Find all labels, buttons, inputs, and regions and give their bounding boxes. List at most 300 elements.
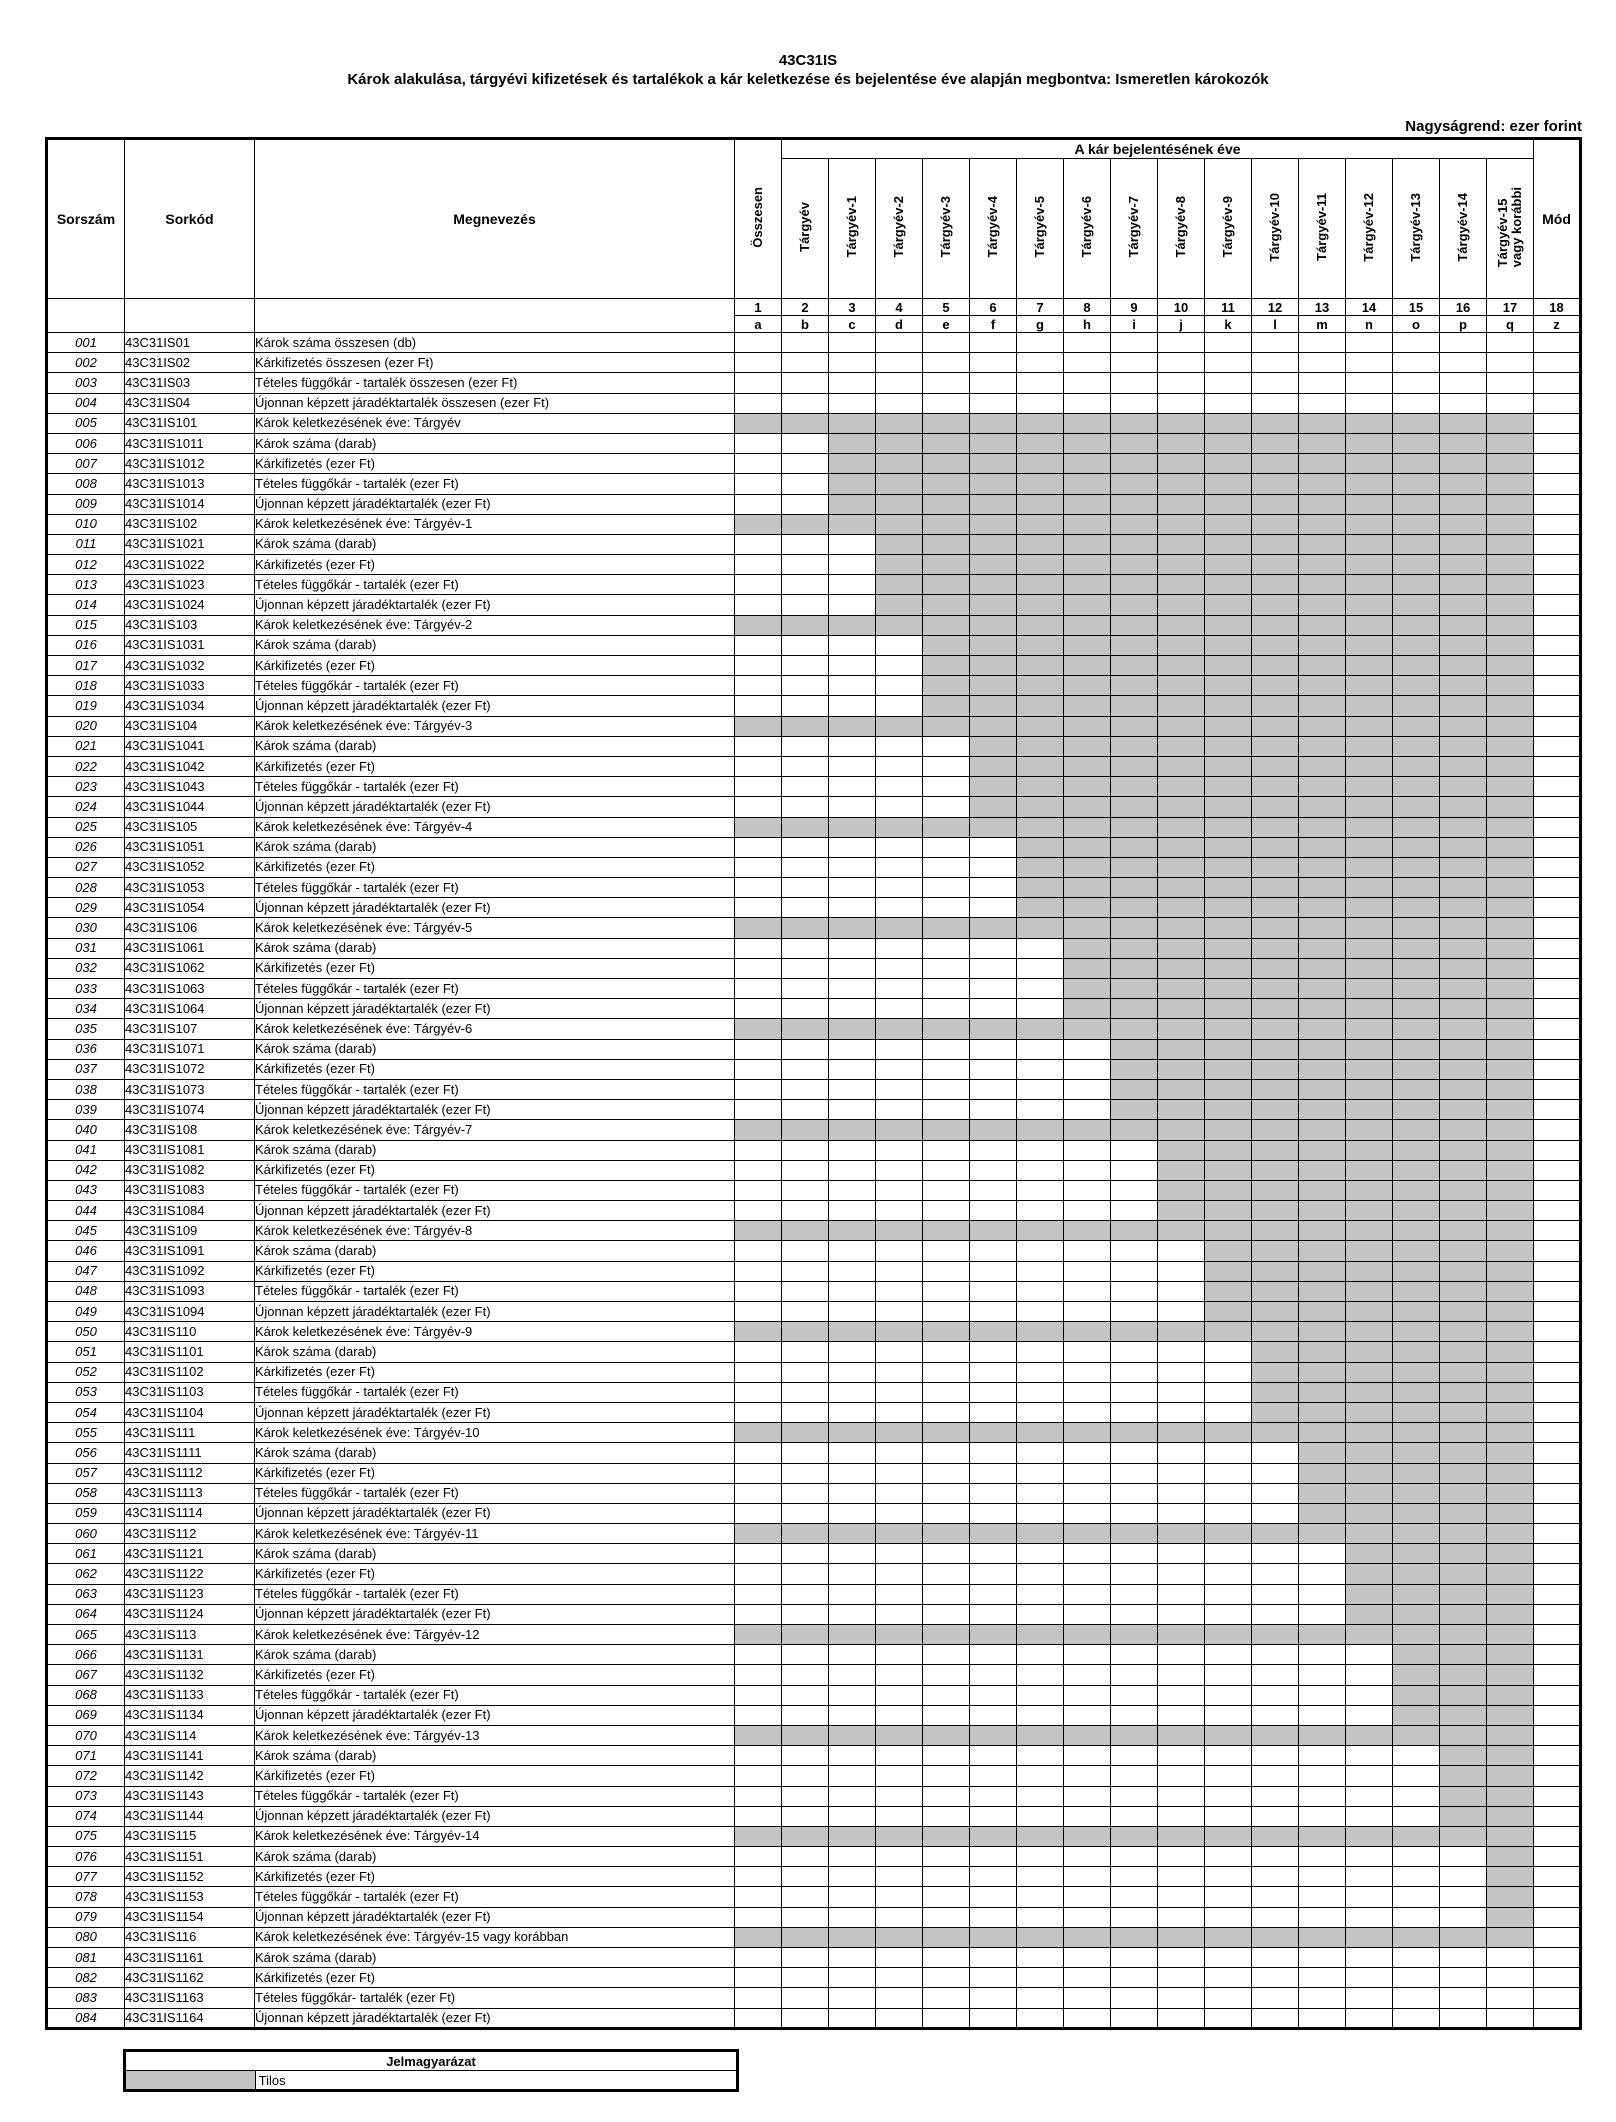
input-cell[interactable]	[1064, 1988, 1111, 2008]
input-cell[interactable]	[1534, 575, 1581, 595]
input-cell[interactable]	[782, 837, 829, 857]
input-cell[interactable]	[829, 595, 876, 615]
input-cell[interactable]	[923, 1261, 970, 1281]
input-cell[interactable]	[829, 1806, 876, 1826]
input-cell[interactable]	[1534, 454, 1581, 474]
input-cell[interactable]	[1252, 1564, 1299, 1584]
input-cell[interactable]	[1534, 938, 1581, 958]
input-cell[interactable]	[1299, 1847, 1346, 1867]
input-cell[interactable]	[1064, 333, 1111, 353]
input-cell[interactable]	[1017, 1443, 1064, 1463]
input-cell[interactable]	[829, 1887, 876, 1907]
input-cell[interactable]	[1299, 1968, 1346, 1988]
input-cell[interactable]	[829, 1342, 876, 1362]
input-cell[interactable]	[1064, 1847, 1111, 1867]
input-cell[interactable]	[735, 857, 782, 877]
input-cell[interactable]	[782, 878, 829, 898]
input-cell[interactable]	[923, 958, 970, 978]
input-cell[interactable]	[923, 373, 970, 393]
input-cell[interactable]	[1299, 1786, 1346, 1806]
input-cell[interactable]	[1534, 958, 1581, 978]
input-cell[interactable]	[1017, 333, 1064, 353]
input-cell[interactable]	[1534, 1645, 1581, 1665]
input-cell[interactable]	[1064, 1160, 1111, 1180]
input-cell[interactable]	[923, 1887, 970, 1907]
input-cell[interactable]	[735, 1988, 782, 2008]
input-cell[interactable]	[782, 373, 829, 393]
input-cell[interactable]	[970, 999, 1017, 1019]
input-cell[interactable]	[1299, 1746, 1346, 1766]
input-cell[interactable]	[1346, 1847, 1393, 1867]
input-cell[interactable]	[876, 1685, 923, 1705]
input-cell[interactable]	[923, 938, 970, 958]
input-cell[interactable]	[735, 898, 782, 918]
input-cell[interactable]	[1017, 1039, 1064, 1059]
input-cell[interactable]	[1111, 1160, 1158, 1180]
input-cell[interactable]	[735, 696, 782, 716]
input-cell[interactable]	[1346, 1766, 1393, 1786]
input-cell[interactable]	[829, 1544, 876, 1564]
input-cell[interactable]	[1017, 1867, 1064, 1887]
input-cell[interactable]	[1064, 1948, 1111, 1968]
input-cell[interactable]	[1346, 353, 1393, 373]
input-cell[interactable]	[829, 1362, 876, 1382]
input-cell[interactable]	[923, 333, 970, 353]
input-cell[interactable]	[829, 676, 876, 696]
input-cell[interactable]	[1534, 716, 1581, 736]
input-cell[interactable]	[829, 1847, 876, 1867]
input-cell[interactable]	[1393, 1847, 1440, 1867]
input-cell[interactable]	[829, 736, 876, 756]
input-cell[interactable]	[970, 1382, 1017, 1402]
input-cell[interactable]	[1440, 1988, 1487, 2008]
input-cell[interactable]	[829, 1685, 876, 1705]
input-cell[interactable]	[923, 1483, 970, 1503]
input-cell[interactable]	[1158, 1362, 1205, 1382]
input-cell[interactable]	[923, 1059, 970, 1079]
input-cell[interactable]	[735, 1503, 782, 1523]
input-cell[interactable]	[1487, 1988, 1534, 2008]
input-cell[interactable]	[1017, 1564, 1064, 1584]
input-cell[interactable]	[1064, 373, 1111, 393]
input-cell[interactable]	[1064, 1483, 1111, 1503]
input-cell[interactable]	[876, 1342, 923, 1362]
input-cell[interactable]	[876, 1847, 923, 1867]
input-cell[interactable]	[1017, 1059, 1064, 1079]
input-cell[interactable]	[1252, 1544, 1299, 1564]
input-cell[interactable]	[1205, 1948, 1252, 1968]
input-cell[interactable]	[876, 393, 923, 413]
input-cell[interactable]	[923, 756, 970, 776]
input-cell[interactable]	[735, 454, 782, 474]
input-cell[interactable]	[1534, 1625, 1581, 1645]
input-cell[interactable]	[1252, 393, 1299, 413]
input-cell[interactable]	[876, 1968, 923, 1988]
input-cell[interactable]	[1534, 635, 1581, 655]
input-cell[interactable]	[829, 1968, 876, 1988]
input-cell[interactable]	[829, 333, 876, 353]
input-cell[interactable]	[923, 1079, 970, 1099]
input-cell[interactable]	[829, 837, 876, 857]
input-cell[interactable]	[1346, 1665, 1393, 1685]
input-cell[interactable]	[1111, 1402, 1158, 1422]
input-cell[interactable]	[735, 797, 782, 817]
input-cell[interactable]	[1064, 1443, 1111, 1463]
input-cell[interactable]	[923, 1988, 970, 2008]
input-cell[interactable]	[829, 1746, 876, 1766]
input-cell[interactable]	[782, 1968, 829, 1988]
input-cell[interactable]	[1534, 595, 1581, 615]
input-cell[interactable]	[1158, 1463, 1205, 1483]
input-cell[interactable]	[1534, 1685, 1581, 1705]
input-cell[interactable]	[782, 1645, 829, 1665]
input-cell[interactable]	[1252, 1443, 1299, 1463]
input-cell[interactable]	[1017, 1887, 1064, 1907]
input-cell[interactable]	[1064, 1039, 1111, 1059]
input-cell[interactable]	[1534, 1463, 1581, 1483]
input-cell[interactable]	[970, 1907, 1017, 1927]
input-cell[interactable]	[1111, 1685, 1158, 1705]
input-cell[interactable]	[735, 353, 782, 373]
input-cell[interactable]	[782, 1806, 829, 1826]
input-cell[interactable]	[782, 1140, 829, 1160]
input-cell[interactable]	[1111, 1604, 1158, 1624]
input-cell[interactable]	[1252, 1847, 1299, 1867]
input-cell[interactable]	[782, 857, 829, 877]
input-cell[interactable]	[1111, 1261, 1158, 1281]
input-cell[interactable]	[735, 656, 782, 676]
input-cell[interactable]	[829, 1180, 876, 1200]
input-cell[interactable]	[1393, 1806, 1440, 1826]
input-cell[interactable]	[970, 373, 1017, 393]
input-cell[interactable]	[876, 857, 923, 877]
input-cell[interactable]	[1534, 1039, 1581, 1059]
input-cell[interactable]	[1252, 333, 1299, 353]
input-cell[interactable]	[829, 1483, 876, 1503]
input-cell[interactable]	[1111, 333, 1158, 353]
input-cell[interactable]	[829, 2008, 876, 2028]
input-cell[interactable]	[1158, 1988, 1205, 2008]
input-cell[interactable]	[1534, 878, 1581, 898]
input-cell[interactable]	[1017, 1160, 1064, 1180]
input-cell[interactable]	[782, 595, 829, 615]
input-cell[interactable]	[782, 1503, 829, 1523]
input-cell[interactable]	[782, 1261, 829, 1281]
input-cell[interactable]	[1534, 1665, 1581, 1685]
input-cell[interactable]	[1064, 1342, 1111, 1362]
input-cell[interactable]	[1064, 1806, 1111, 1826]
input-cell[interactable]	[735, 1059, 782, 1079]
input-cell[interactable]	[1111, 1806, 1158, 1826]
input-cell[interactable]	[876, 1907, 923, 1927]
input-cell[interactable]	[1205, 1382, 1252, 1402]
input-cell[interactable]	[1487, 393, 1534, 413]
input-cell[interactable]	[876, 696, 923, 716]
input-cell[interactable]	[876, 1443, 923, 1463]
input-cell[interactable]	[1158, 1746, 1205, 1766]
input-cell[interactable]	[1158, 1645, 1205, 1665]
input-cell[interactable]	[1534, 656, 1581, 676]
input-cell[interactable]	[970, 1483, 1017, 1503]
input-cell[interactable]	[1487, 1948, 1534, 1968]
input-cell[interactable]	[1111, 1140, 1158, 1160]
input-cell[interactable]	[876, 797, 923, 817]
input-cell[interactable]	[1017, 1241, 1064, 1261]
input-cell[interactable]	[1534, 676, 1581, 696]
input-cell[interactable]	[1299, 1948, 1346, 1968]
input-cell[interactable]	[735, 676, 782, 696]
input-cell[interactable]	[1205, 1968, 1252, 1988]
input-cell[interactable]	[1017, 1544, 1064, 1564]
input-cell[interactable]	[1205, 1544, 1252, 1564]
input-cell[interactable]	[876, 1302, 923, 1322]
input-cell[interactable]	[970, 1201, 1017, 1221]
input-cell[interactable]	[1064, 1302, 1111, 1322]
input-cell[interactable]	[1111, 1988, 1158, 2008]
input-cell[interactable]	[1064, 1564, 1111, 1584]
input-cell[interactable]	[1017, 1988, 1064, 2008]
input-cell[interactable]	[782, 979, 829, 999]
input-cell[interactable]	[970, 837, 1017, 857]
input-cell[interactable]	[1299, 1584, 1346, 1604]
input-cell[interactable]	[735, 1705, 782, 1725]
input-cell[interactable]	[782, 777, 829, 797]
input-cell[interactable]	[1158, 333, 1205, 353]
input-cell[interactable]	[1346, 1887, 1393, 1907]
input-cell[interactable]	[923, 979, 970, 999]
input-cell[interactable]	[1064, 1402, 1111, 1422]
input-cell[interactable]	[923, 736, 970, 756]
input-cell[interactable]	[735, 736, 782, 756]
input-cell[interactable]	[923, 1463, 970, 1483]
input-cell[interactable]	[1440, 1867, 1487, 1887]
input-cell[interactable]	[970, 2008, 1017, 2028]
input-cell[interactable]	[923, 1806, 970, 1826]
input-cell[interactable]	[782, 676, 829, 696]
input-cell[interactable]	[970, 1806, 1017, 1826]
input-cell[interactable]	[829, 1241, 876, 1261]
input-cell[interactable]	[782, 1201, 829, 1221]
input-cell[interactable]	[829, 958, 876, 978]
input-cell[interactable]	[923, 1140, 970, 1160]
input-cell[interactable]	[876, 1160, 923, 1180]
input-cell[interactable]	[876, 353, 923, 373]
input-cell[interactable]	[1393, 1948, 1440, 1968]
input-cell[interactable]	[735, 1362, 782, 1382]
input-cell[interactable]	[1440, 1968, 1487, 1988]
input-cell[interactable]	[1534, 756, 1581, 776]
input-cell[interactable]	[1064, 1907, 1111, 1927]
input-cell[interactable]	[970, 1140, 1017, 1160]
input-cell[interactable]	[923, 999, 970, 1019]
input-cell[interactable]	[1017, 1342, 1064, 1362]
input-cell[interactable]	[923, 1948, 970, 1968]
input-cell[interactable]	[829, 1503, 876, 1523]
input-cell[interactable]	[1534, 1806, 1581, 1826]
input-cell[interactable]	[1017, 1968, 1064, 1988]
input-cell[interactable]	[782, 1988, 829, 2008]
input-cell[interactable]	[1017, 1302, 1064, 1322]
input-cell[interactable]	[1534, 1847, 1581, 1867]
input-cell[interactable]	[876, 938, 923, 958]
input-cell[interactable]	[1393, 393, 1440, 413]
input-cell[interactable]	[829, 1059, 876, 1079]
input-cell[interactable]	[782, 1907, 829, 1927]
input-cell[interactable]	[782, 1079, 829, 1099]
input-cell[interactable]	[876, 2008, 923, 2028]
input-cell[interactable]	[970, 1988, 1017, 2008]
input-cell[interactable]	[1158, 1443, 1205, 1463]
input-cell[interactable]	[735, 1766, 782, 1786]
input-cell[interactable]	[782, 797, 829, 817]
input-cell[interactable]	[1346, 1786, 1393, 1806]
input-cell[interactable]	[1158, 1402, 1205, 1422]
input-cell[interactable]	[1064, 1201, 1111, 1221]
input-cell[interactable]	[970, 898, 1017, 918]
input-cell[interactable]	[1064, 1362, 1111, 1382]
input-cell[interactable]	[1299, 1988, 1346, 2008]
input-cell[interactable]	[782, 1705, 829, 1725]
input-cell[interactable]	[735, 1907, 782, 1927]
input-cell[interactable]	[923, 1847, 970, 1867]
input-cell[interactable]	[1111, 1201, 1158, 1221]
input-cell[interactable]	[876, 1806, 923, 1826]
input-cell[interactable]	[876, 1100, 923, 1120]
input-cell[interactable]	[970, 1059, 1017, 1079]
input-cell[interactable]	[923, 1665, 970, 1685]
input-cell[interactable]	[1017, 1766, 1064, 1786]
input-cell[interactable]	[735, 1402, 782, 1422]
input-cell[interactable]	[1205, 1564, 1252, 1584]
input-cell[interactable]	[923, 878, 970, 898]
input-cell[interactable]	[1534, 1483, 1581, 1503]
input-cell[interactable]	[1158, 1503, 1205, 1523]
input-cell[interactable]	[1017, 1604, 1064, 1624]
input-cell[interactable]	[782, 1483, 829, 1503]
input-cell[interactable]	[1017, 393, 1064, 413]
input-cell[interactable]	[782, 1604, 829, 1624]
input-cell[interactable]	[1064, 1100, 1111, 1120]
input-cell[interactable]	[782, 635, 829, 655]
input-cell[interactable]	[1534, 1927, 1581, 1947]
input-cell[interactable]	[1252, 1665, 1299, 1685]
input-cell[interactable]	[923, 1705, 970, 1725]
input-cell[interactable]	[876, 1645, 923, 1665]
input-cell[interactable]	[1064, 1746, 1111, 1766]
input-cell[interactable]	[876, 676, 923, 696]
input-cell[interactable]	[735, 837, 782, 857]
input-cell[interactable]	[829, 1867, 876, 1887]
input-cell[interactable]	[1111, 1544, 1158, 1564]
input-cell[interactable]	[1205, 2008, 1252, 2028]
input-cell[interactable]	[1252, 1746, 1299, 1766]
input-cell[interactable]	[1299, 1705, 1346, 1725]
input-cell[interactable]	[735, 1261, 782, 1281]
input-cell[interactable]	[1205, 1463, 1252, 1483]
input-cell[interactable]	[876, 333, 923, 353]
input-cell[interactable]	[876, 1201, 923, 1221]
input-cell[interactable]	[923, 1645, 970, 1665]
input-cell[interactable]	[923, 1160, 970, 1180]
input-cell[interactable]	[1017, 958, 1064, 978]
input-cell[interactable]	[1534, 393, 1581, 413]
input-cell[interactable]	[1299, 1907, 1346, 1927]
input-cell[interactable]	[1487, 373, 1534, 393]
input-cell[interactable]	[1299, 1544, 1346, 1564]
input-cell[interactable]	[735, 595, 782, 615]
input-cell[interactable]	[1252, 1604, 1299, 1624]
input-cell[interactable]	[1534, 1604, 1581, 1624]
input-cell[interactable]	[876, 1584, 923, 1604]
input-cell[interactable]	[1534, 1725, 1581, 1745]
input-cell[interactable]	[829, 1584, 876, 1604]
input-cell[interactable]	[1017, 1382, 1064, 1402]
input-cell[interactable]	[1111, 1241, 1158, 1261]
input-cell[interactable]	[782, 1402, 829, 1422]
input-cell[interactable]	[1111, 2008, 1158, 2028]
input-cell[interactable]	[735, 1201, 782, 1221]
input-cell[interactable]	[829, 393, 876, 413]
input-cell[interactable]	[1111, 393, 1158, 413]
input-cell[interactable]	[1534, 736, 1581, 756]
input-cell[interactable]	[970, 857, 1017, 877]
input-cell[interactable]	[782, 1463, 829, 1483]
input-cell[interactable]	[782, 1685, 829, 1705]
input-cell[interactable]	[1534, 1059, 1581, 1079]
input-cell[interactable]	[1158, 1887, 1205, 1907]
input-cell[interactable]	[1205, 1705, 1252, 1725]
input-cell[interactable]	[1534, 1140, 1581, 1160]
input-cell[interactable]	[735, 1241, 782, 1261]
input-cell[interactable]	[970, 1645, 1017, 1665]
input-cell[interactable]	[1064, 1867, 1111, 1887]
input-cell[interactable]	[923, 1786, 970, 1806]
input-cell[interactable]	[829, 1786, 876, 1806]
input-cell[interactable]	[1111, 1281, 1158, 1301]
input-cell[interactable]	[735, 1665, 782, 1685]
input-cell[interactable]	[1158, 1261, 1205, 1281]
input-cell[interactable]	[970, 1705, 1017, 1725]
input-cell[interactable]	[1440, 373, 1487, 393]
input-cell[interactable]	[923, 797, 970, 817]
input-cell[interactable]	[1534, 353, 1581, 373]
input-cell[interactable]	[1252, 1766, 1299, 1786]
input-cell[interactable]	[1534, 1160, 1581, 1180]
input-cell[interactable]	[1534, 1988, 1581, 2008]
input-cell[interactable]	[1017, 1201, 1064, 1221]
input-cell[interactable]	[876, 635, 923, 655]
input-cell[interactable]	[735, 1968, 782, 1988]
input-cell[interactable]	[923, 1241, 970, 1261]
input-cell[interactable]	[1158, 1584, 1205, 1604]
input-cell[interactable]	[1534, 555, 1581, 575]
input-cell[interactable]	[1111, 1503, 1158, 1523]
input-cell[interactable]	[1158, 1241, 1205, 1261]
input-cell[interactable]	[1534, 898, 1581, 918]
input-cell[interactable]	[1534, 1322, 1581, 1342]
input-cell[interactable]	[1064, 1665, 1111, 1685]
input-cell[interactable]	[1064, 1766, 1111, 1786]
input-cell[interactable]	[1393, 1746, 1440, 1766]
input-cell[interactable]	[1017, 1261, 1064, 1281]
input-cell[interactable]	[735, 474, 782, 494]
input-cell[interactable]	[1205, 1665, 1252, 1685]
input-cell[interactable]	[782, 575, 829, 595]
input-cell[interactable]	[876, 1241, 923, 1261]
input-cell[interactable]	[829, 1100, 876, 1120]
input-cell[interactable]	[1017, 1180, 1064, 1200]
input-cell[interactable]	[735, 1382, 782, 1402]
